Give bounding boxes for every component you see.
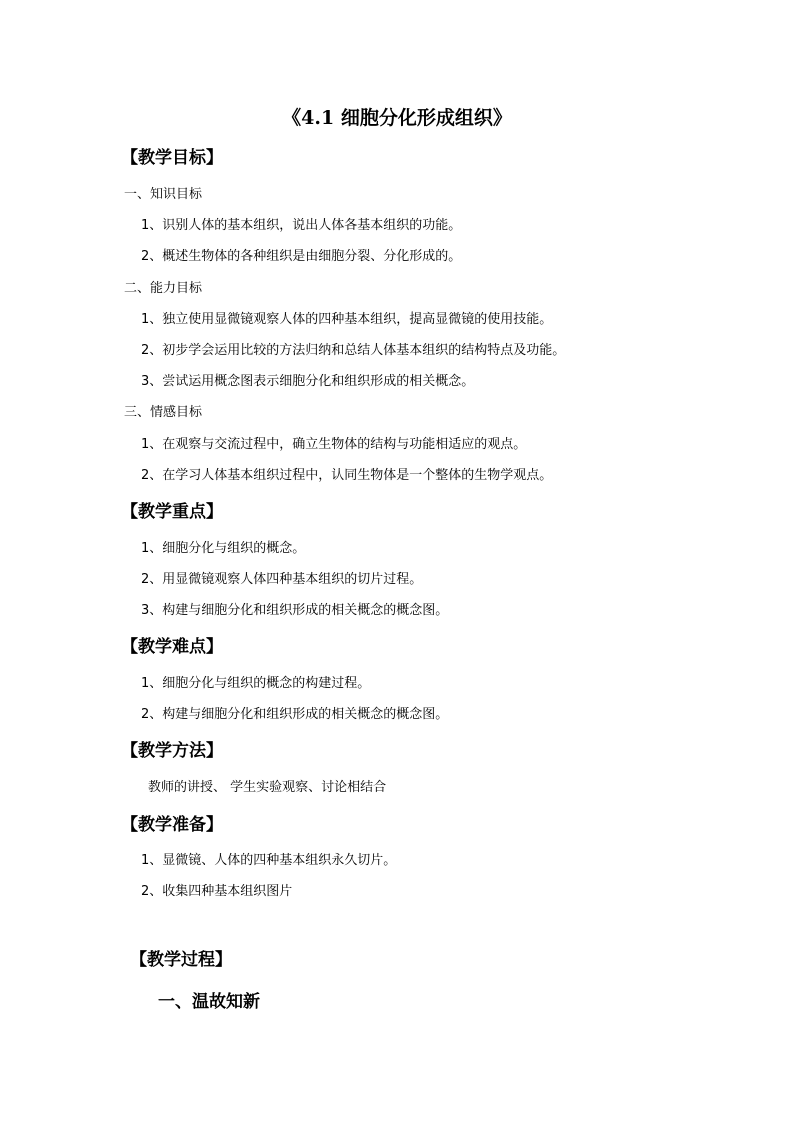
- difficulty-item: 2、构建与细胞分化和组织形成的相关概念的概念图。: [141, 707, 449, 722]
- emotion-objective-item: 1、在观察与交流过程中，确立生物体的结构与功能相适应的观点。: [141, 437, 527, 452]
- document-title: 《4.1 细胞分化形成组织》: [282, 107, 512, 129]
- key-point-item: 1、细胞分化与组织的概念。: [141, 541, 306, 556]
- key-point-item: 3、构建与细胞分化和组织形成的相关概念的概念图。: [141, 603, 449, 618]
- emotion-objectives-label: 三、情感目标: [124, 405, 203, 420]
- process-step-review: 一、温故知新: [158, 992, 260, 1012]
- knowledge-objective-item: 2、概述生物体的各种组织是由细胞分裂、分化形成的。: [141, 249, 462, 264]
- heading-methods: 【教学方法】: [121, 741, 223, 761]
- methods-text: 教师的讲授、 学生实验观察、讨论相结合: [148, 780, 387, 795]
- difficulty-item: 1、细胞分化与组织的概念的构建过程。: [141, 676, 371, 691]
- knowledge-objective-item: 1、识别人体的基本组织，说出人体各基本组织的功能。: [141, 218, 462, 233]
- ability-objective-item: 1、独立使用显微镜观察人体的四种基本组织，提高显微镜的使用技能。: [141, 312, 553, 327]
- key-point-item: 2、用显微镜观察人体四种基本组织的切片过程。: [141, 572, 423, 587]
- heading-key-points: 【教学重点】: [121, 502, 223, 522]
- heading-objectives: 【教学目标】: [121, 148, 223, 168]
- heading-process: 【教学过程】: [130, 950, 232, 970]
- preparation-item: 1、显微镜、人体的四种基本组织永久切片。: [141, 853, 397, 868]
- ability-objective-item: 3、尝试运用概念图表示细胞分化和组织形成的相关概念。: [141, 374, 475, 389]
- heading-difficulties: 【教学难点】: [121, 637, 223, 657]
- emotion-objective-item: 2、在学习人体基本组织过程中，认同生物体是一个整体的生物学观点。: [141, 468, 553, 483]
- ability-objective-item: 2、初步学会运用比较的方法归纳和总结人体基本组织的结构特点及功能。: [141, 343, 566, 358]
- ability-objectives-label: 二、能力目标: [124, 281, 203, 296]
- preparation-item: 2、收集四种基本组织图片: [141, 884, 293, 899]
- knowledge-objectives-label: 一、知识目标: [124, 187, 203, 202]
- heading-preparation: 【教学准备】: [121, 815, 223, 835]
